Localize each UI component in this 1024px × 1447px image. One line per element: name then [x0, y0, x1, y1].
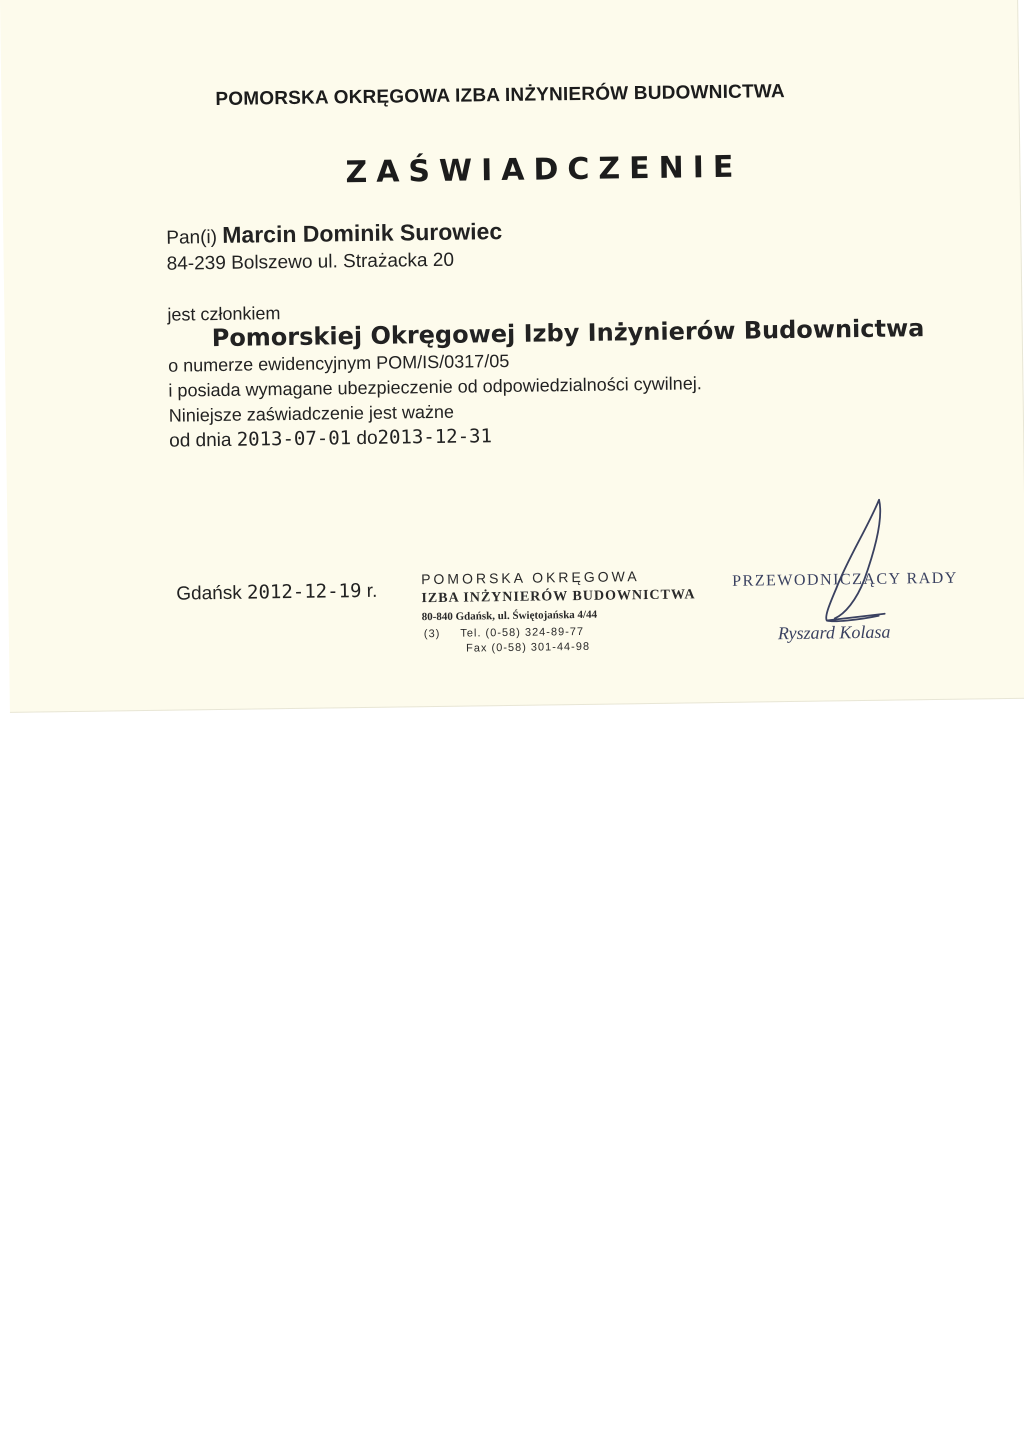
issue-suffix: r.: [366, 580, 378, 602]
issue-place-date: [176, 580, 377, 606]
holder-address: 84-239 Bolszewo ul. Strażacka 20: [166, 249, 455, 275]
signatory-role: PRZEWODNICZĄCY RADY: [732, 569, 958, 590]
valid-to-date: 2013-12-31: [377, 425, 493, 449]
organization-name: Pomorskiej Okręgowej Izby Inżynierów Budownictwa: [211, 314, 925, 353]
issue-place: Gdańsk: [176, 582, 242, 605]
stamp-line-2: IZBA INŻYNIERÓW BUDOWNICTWA: [421, 587, 696, 607]
salutation: Pan(i): [166, 226, 218, 249]
stamp-address: 80-840 Gdańsk, ul. Świętojańska 4/44: [421, 608, 598, 624]
stamp-line-1: POMORSKA OKRĘGOWA: [421, 568, 640, 588]
issue-date: 2012-12-19: [246, 580, 362, 604]
insurance-statement: i posiada wymagane ubezpieczenie od odpowiedzialności cywilnej.: [168, 373, 702, 401]
issuer-header: POMORSKA OKRĘGOWA IZBA INŻYNIERÓW BUDOWNICTWA: [215, 81, 785, 111]
validity-dates: [169, 425, 492, 453]
stamp-fax: Fax (0-58) 301-44-98: [466, 640, 591, 655]
valid-from-date: 2013-07-01: [236, 427, 352, 451]
handwritten-signature: [797, 487, 909, 649]
stamp-code: (3): [423, 627, 441, 641]
organization-stamp: [421, 568, 696, 655]
stamp-phone-line: [422, 625, 696, 640]
holder-name: Marcin Dominik Surowiec: [222, 218, 503, 248]
validity-intro: Niniejsze zaświadczenie jest ważne: [168, 401, 455, 426]
holder-line: [166, 218, 502, 250]
document-title: ZAŚWIADCZENIE: [345, 149, 743, 191]
valid-from-label: od dnia: [169, 429, 232, 452]
stamp-phone: Tel. (0-58) 324-89-77: [460, 625, 585, 640]
membership-intro: jest członkiem: [167, 303, 281, 325]
certificate-sheet: [0, 0, 1024, 713]
valid-to-label: do: [356, 427, 378, 450]
registration-number: o numerze ewidencyjnym POM/IS/0317/05: [167, 350, 510, 376]
signatory-name: Ryszard Kolasa: [777, 621, 891, 644]
